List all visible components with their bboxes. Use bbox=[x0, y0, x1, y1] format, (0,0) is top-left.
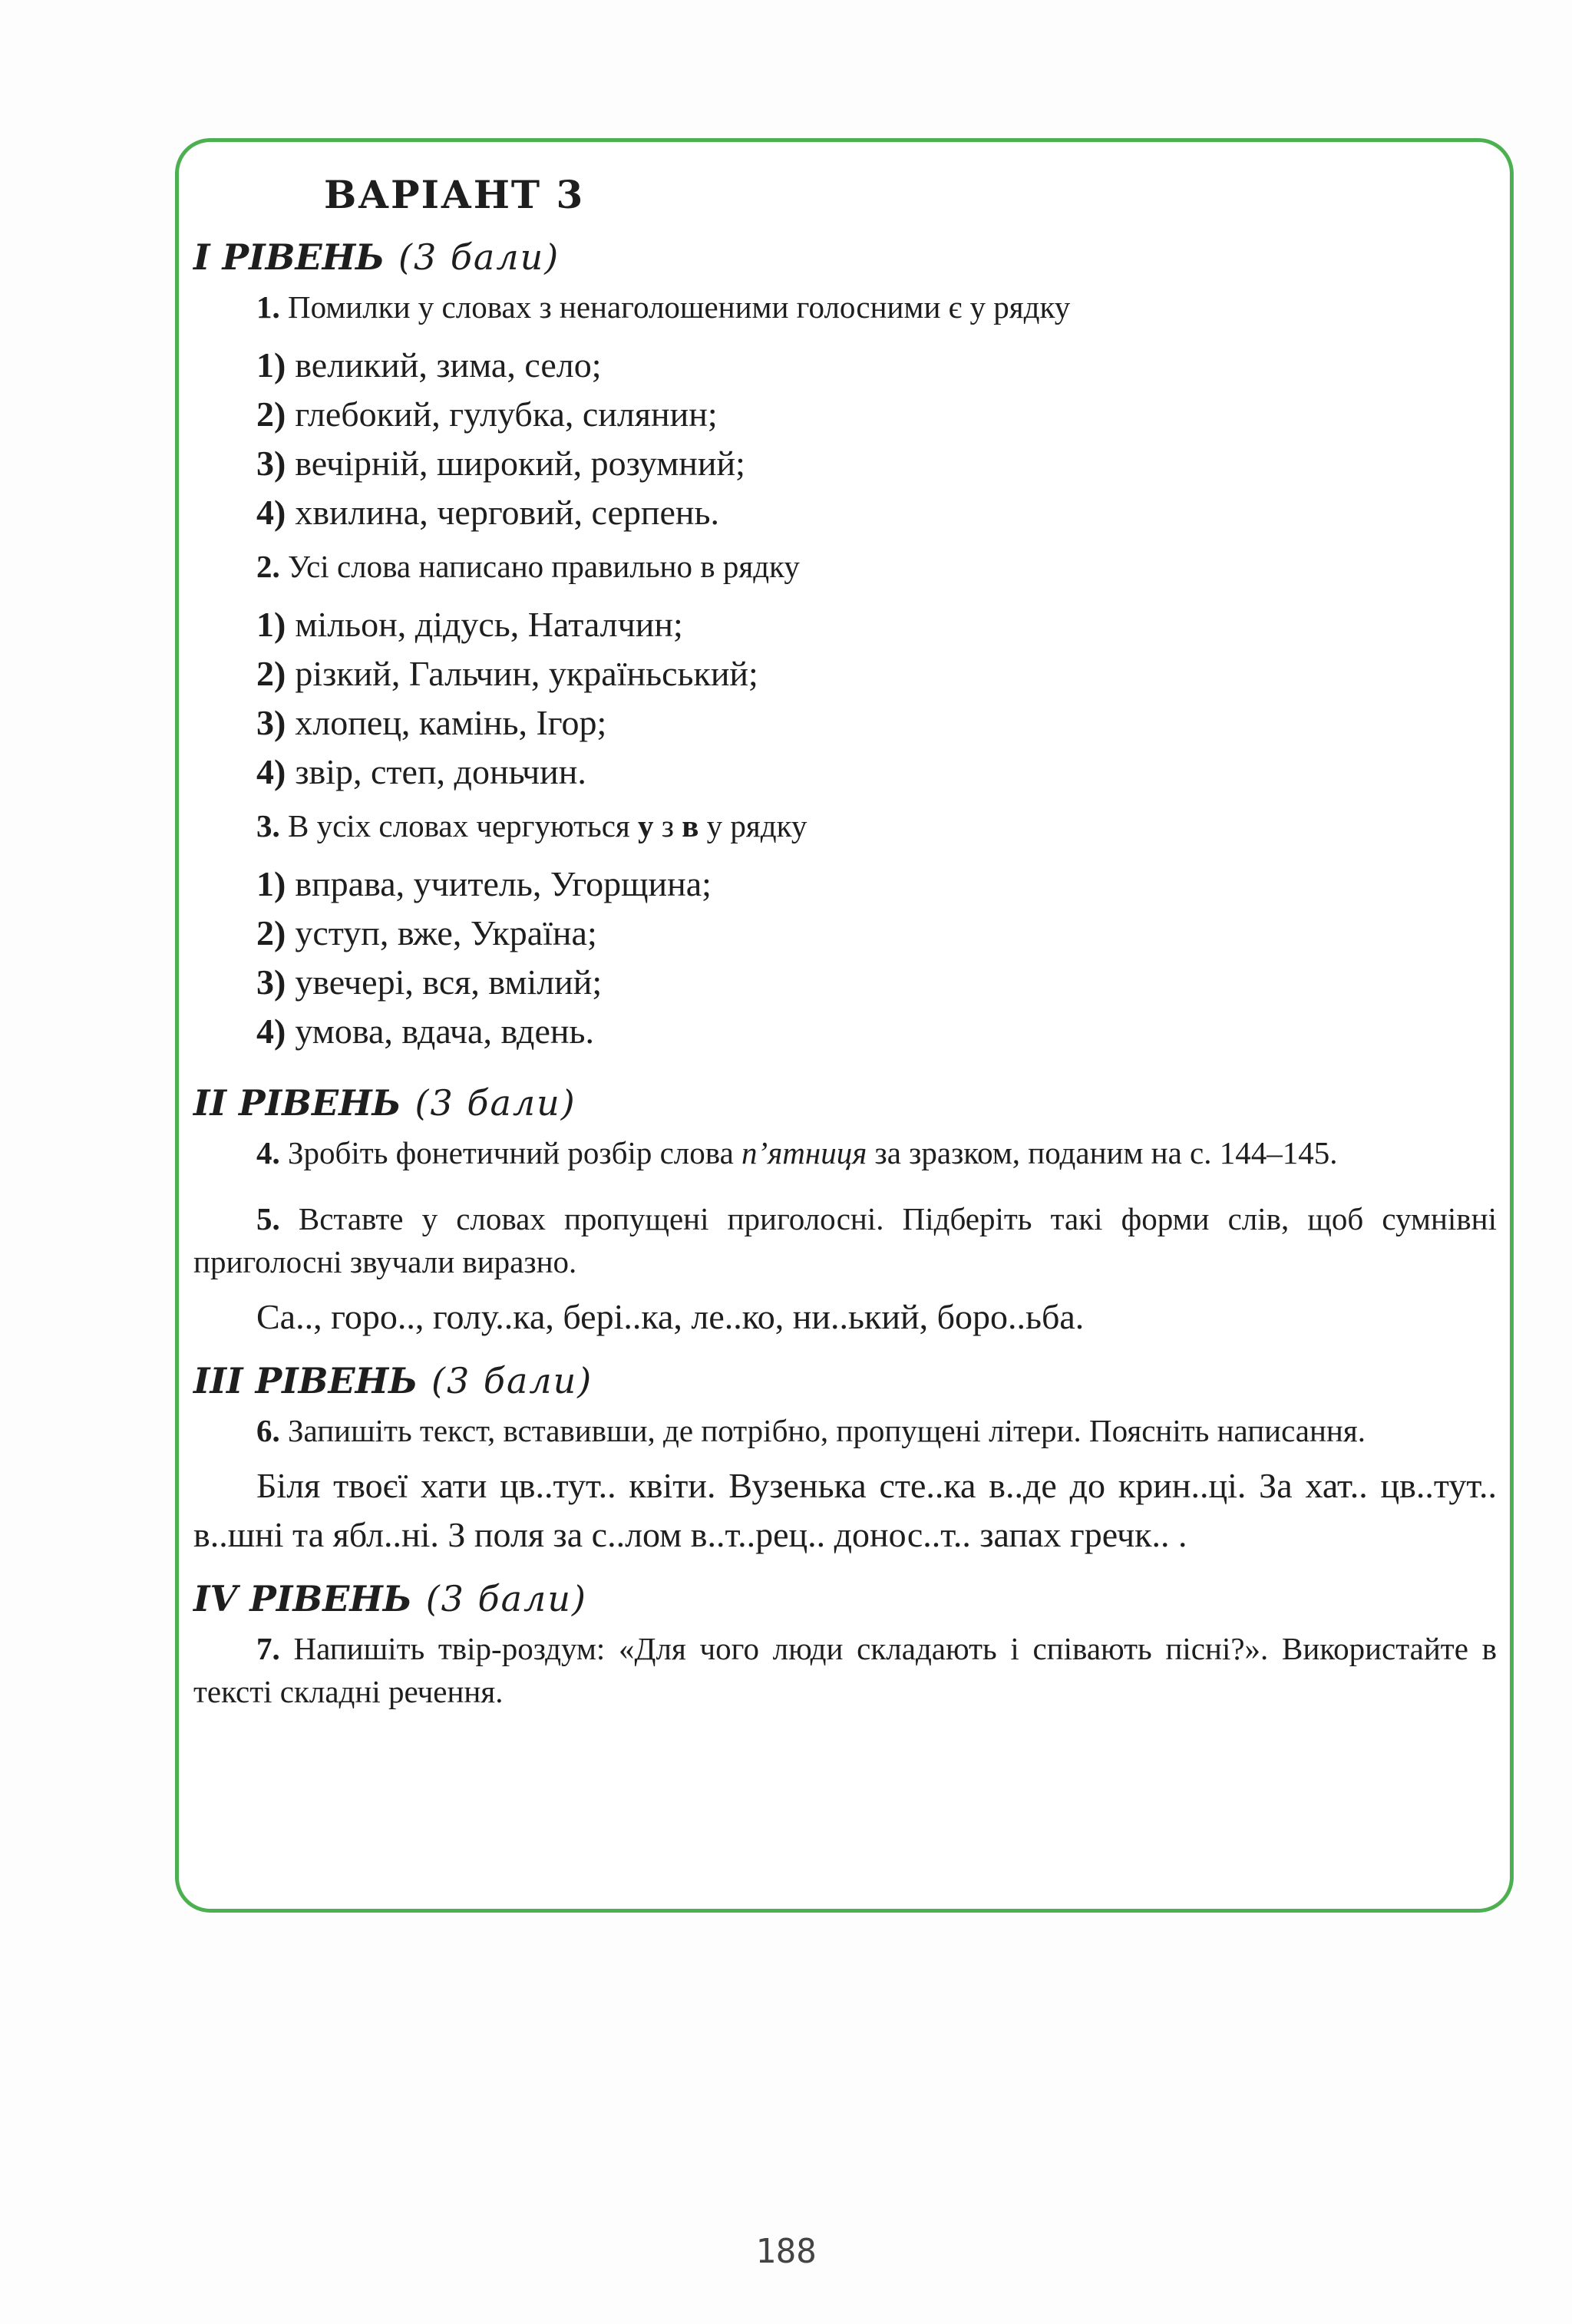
option-number: 3) bbox=[256, 703, 286, 742]
option-number: 3) bbox=[256, 962, 286, 1002]
task-word: п’ятниця bbox=[741, 1135, 867, 1170]
option-text: уступ, вже, Україна; bbox=[295, 913, 597, 952]
task-number: 3. bbox=[256, 808, 280, 843]
option-text: вправа, учитель, Угорщина; bbox=[295, 864, 712, 903]
task-2-options bbox=[256, 600, 1497, 797]
option-number: 4) bbox=[256, 1012, 286, 1051]
option bbox=[256, 698, 1497, 748]
option bbox=[256, 649, 1497, 698]
level-points: (3 бали) bbox=[398, 236, 560, 278]
option-text: умова, вдача, вдень. bbox=[295, 1012, 594, 1051]
task-text: Усі слова написано правильно в рядку bbox=[279, 549, 800, 584]
level-3-heading bbox=[193, 1352, 1497, 1409]
option bbox=[256, 600, 1497, 649]
option-number: 1) bbox=[256, 605, 286, 644]
option-number: 2) bbox=[256, 394, 286, 434]
letter-u: у bbox=[638, 808, 654, 843]
variant-content bbox=[193, 161, 1497, 1713]
option bbox=[256, 1007, 1497, 1056]
option bbox=[256, 860, 1497, 909]
task-text: Напишіть твір-роздум: «Для чого люди складають і співають пісні?». Використайте в тексті складні речення. bbox=[193, 1631, 1497, 1709]
task-number: 1. bbox=[256, 289, 280, 325]
task-5-words: Са.., горо.., голу..ка, бері..ка, ле..ко, ни..ький, боро..ьба. bbox=[256, 1297, 1085, 1336]
task-1 bbox=[193, 286, 1497, 328]
option bbox=[256, 488, 1497, 537]
level-1-heading bbox=[193, 229, 1497, 286]
level-points: (3 бали) bbox=[431, 1360, 593, 1401]
task-text: з bbox=[653, 808, 682, 843]
option bbox=[256, 909, 1497, 958]
task-text: у рядку bbox=[698, 808, 807, 843]
option-text: великий, зима, село; bbox=[295, 345, 602, 385]
task-4 bbox=[193, 1131, 1497, 1174]
option bbox=[256, 341, 1497, 390]
task-3-options bbox=[256, 860, 1497, 1056]
option-number: 3) bbox=[256, 444, 286, 483]
option-number: 2) bbox=[256, 913, 286, 952]
task-1-options bbox=[256, 341, 1497, 537]
option bbox=[256, 958, 1497, 1007]
level-points: (3 бали) bbox=[414, 1082, 576, 1124]
level-points: (3 бали) bbox=[425, 1578, 587, 1619]
task-3 bbox=[193, 804, 1497, 847]
task-text: Запишіть текст, вставивши, де потрібно, пропущені літери. Поясніть написання. bbox=[279, 1413, 1366, 1448]
task-7 bbox=[193, 1627, 1497, 1713]
option-text: вечірній, широкий, розумний; bbox=[295, 444, 745, 483]
level-name: IV РІВЕНЬ bbox=[193, 1578, 412, 1619]
letter-v: в bbox=[682, 808, 699, 843]
task-6-passage: Біля твоєї хати цв..тут.. квіти. Вузенька сте..ка в..де до крин..ці. За хат.. цв..тут.. в..шні та ябл..ні. З поля за с..лом в..т..рец.. донос..т.. запах гречк.. . bbox=[193, 1466, 1497, 1554]
option-number: 4) bbox=[256, 752, 286, 791]
option-text: увечері, вся, вмілий; bbox=[295, 962, 603, 1002]
task-5 bbox=[193, 1197, 1497, 1283]
variant-title: ВАРІАНТ 3 bbox=[324, 172, 585, 217]
task-text: за зразком, поданим на с. 144–145. bbox=[867, 1135, 1338, 1170]
option bbox=[256, 439, 1497, 488]
option-text: хлопец, камінь, Ігор; bbox=[295, 703, 607, 742]
task-number: 5. bbox=[256, 1201, 280, 1236]
page-number: 188 bbox=[755, 2232, 817, 2271]
task-text: Зробіть фонетичний розбір слова bbox=[279, 1135, 742, 1170]
option-number: 2) bbox=[256, 654, 286, 693]
task-text: Помилки у словах з ненаголошеними голосними є у рядку bbox=[279, 289, 1071, 325]
option-text: глебокий, гулубка, силянин; bbox=[295, 394, 718, 434]
option-number: 1) bbox=[256, 345, 286, 385]
option-text: різкий, Гальчин, україньський; bbox=[295, 654, 758, 693]
level-name: ІІ РІВЕНЬ bbox=[193, 1082, 401, 1124]
option-number: 1) bbox=[256, 864, 286, 903]
task-text: Вставте у словах пропущені приголосні. Підберіть такі форми слів, щоб сумнівні приголосні звучали виразно. bbox=[193, 1201, 1497, 1279]
option-text: мільон, дідусь, Наталчин; bbox=[295, 605, 683, 644]
task-6 bbox=[193, 1409, 1497, 1452]
task-2 bbox=[193, 545, 1497, 588]
task-number: 4. bbox=[256, 1135, 280, 1170]
option-text: звір, степ, доньчин. bbox=[295, 752, 586, 791]
level-name: ІІІ РІВЕНЬ bbox=[193, 1360, 418, 1401]
option-text: хвилина, черговий, серпень. bbox=[295, 493, 720, 532]
option-number: 4) bbox=[256, 493, 286, 532]
level-2-heading bbox=[193, 1075, 1497, 1131]
task-number: 2. bbox=[256, 549, 280, 584]
option bbox=[256, 748, 1497, 797]
task-number: 7. bbox=[256, 1631, 280, 1666]
level-name: І РІВЕНЬ bbox=[193, 236, 385, 278]
task-text: В усіх словах чергуються bbox=[279, 808, 639, 843]
task-number: 6. bbox=[256, 1413, 280, 1448]
level-4-heading bbox=[193, 1570, 1497, 1627]
option bbox=[256, 390, 1497, 439]
